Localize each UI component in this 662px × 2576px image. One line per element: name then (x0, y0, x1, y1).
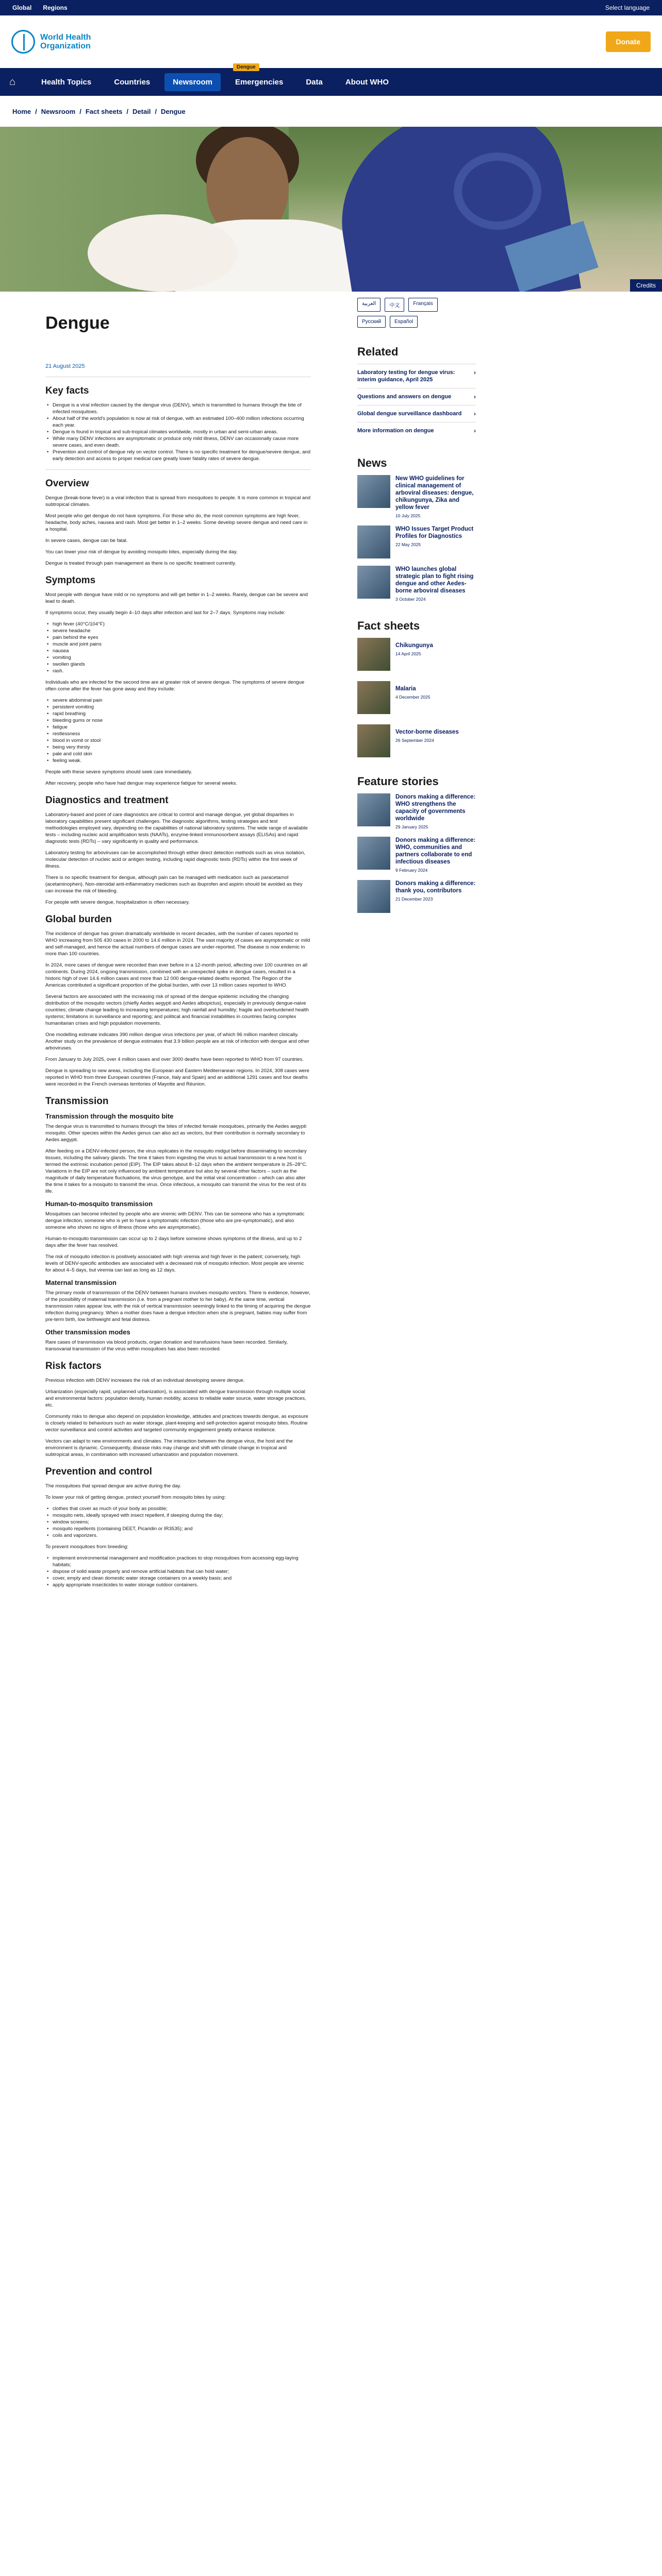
story-thumbnail (357, 880, 390, 913)
paragraph: Rare cases of transmission via blood products, organ donation and transfusions have been recorded. Similarly, transovarial transmission of the virus within mosquitoes has also been recorded. (45, 1340, 288, 1352)
protection-list (53, 1505, 311, 1539)
symptoms-heading: Symptoms (45, 575, 96, 586)
paragraph: Laboratory testing for arboviruses can be accomplished through either direct detection methods such as virus isolation, molecular detection of nucleic acid or antigen testing, including rapid diagnostic tests (RDTs) within the first week of illness. (45, 850, 305, 869)
list-item: • pale and cold skin (53, 751, 311, 757)
crumb-home[interactable]: Home (12, 107, 31, 115)
donate-button[interactable]: Donate (606, 31, 651, 52)
related-link[interactable]: More information on dengue › (357, 422, 476, 439)
paragraph: Previous infection with DENV increases the risk of an individual developing severe dengue. (45, 1378, 245, 1383)
language-switcher (357, 298, 455, 328)
nav-newsroom[interactable]: Newsroom (164, 73, 221, 91)
related-link[interactable]: Questions and answers on dengue › (357, 388, 476, 405)
article-body (45, 292, 311, 1593)
paragraph: The incidence of dengue has grown dramatically worldwide in recent decades, with the number of cases reported to WHO increasing from 505 430 cases in 2000 to 14.6 million in 2024. The vast majority of cases are asymptomatic or mild and self-managed, and hence the actual numbers of dengue cases are under-reported. The disease is now endemic in more than 100 countries. (45, 931, 310, 957)
paragraph: From January to July 2025, over 4 million cases and over 3000 deaths have been reported to WHO from 97 countries. (45, 1057, 304, 1062)
paragraph: The primary mode of transmission of the DENV between humans involves mosquito vectors. There is evidence, however, of the possibility of maternal transmission (i.e. from a pregnant mother to her baby). At the same time, vertical transmission rates appear low, with the risk of vertical transmission seemingly linked to the timing of acquiring the dengue infection during pregnancy. When a mother does have a dengue infection when she is pregnant, babies may suffer from pre-term birth, low birthweight and fetal distress. (45, 1290, 311, 1323)
paragraph: Urbanization (especially rapid, unplanned urbanization), is associated with dengue transmission through multiple social and environmental factors: population density, human mobility, access to reliable water source, water storage practices, etc. (45, 1389, 306, 1408)
nav-emergencies[interactable]: Emergencies (235, 77, 284, 87)
hero-image (0, 127, 662, 292)
fact-sheets-heading: Fact sheets (357, 619, 420, 632)
paragraph: If symptoms occur, they usually begin 4–10 days after infection and last for 2–7 days. Symptoms may include: (45, 610, 286, 616)
language-selector[interactable]: Select language (605, 4, 650, 11)
fact-sheet-card[interactable]: Chikungunya 14 April 2025 (357, 638, 476, 671)
nav-countries[interactable]: Countries (114, 77, 151, 87)
list-item: • blood in vomit or stool (53, 737, 311, 744)
list-item: • bleeding gums or nose (53, 717, 311, 724)
publish-date: 21 August 2025 (45, 363, 85, 369)
list-item: • feeling weak. (53, 757, 311, 764)
site-header (0, 15, 662, 68)
related-heading: Related (357, 345, 399, 358)
global-burden-heading: Global burden (45, 914, 112, 925)
fact-sheet-thumbnail (357, 681, 390, 714)
chevron-right-icon: › (474, 410, 476, 417)
main-nav (0, 64, 662, 96)
lang-spanish[interactable]: Español (390, 316, 418, 328)
chevron-right-icon: › (474, 369, 476, 376)
global-link[interactable]: Global (12, 4, 32, 11)
news-heading: News (357, 456, 387, 469)
story-card[interactable]: Donors making a difference: thank you, contributors 21 December 2023 (357, 880, 476, 913)
paragraph: In 2024, more cases of dengue were recorded than ever before in a 12-month period, affecting over 100 countries on all continents. During 2024, ongoing transmission, combined with an unexpected spike in dengue cases, resulted in a historic high of over 14.6 million cases and more than 12 000 dengue-related deaths reported. The Region of the Americas contributed a significant proportion of the global burden, with over 13 million cases reported to WHO. (45, 962, 308, 988)
diagnostics-heading: Diagnostics and treatment (45, 795, 169, 806)
paragraph: The risk of mosquito infection is positively associated with high viremia and high fever in the patient; conversely, high levels of DENV-specific antibodies are associated with a decreased risk of mosquito infection. Most people are viremic for about 4–5 days, but viremia can last as long as 12 days. (45, 1254, 304, 1273)
list-item: • Dengue is found in tropical and sub-tropical climates worldwide, mostly in urban and semi-urban areas. (53, 429, 311, 435)
crumb-detail[interactable]: Detail (133, 107, 151, 115)
who-emblem-icon (11, 30, 35, 54)
list-item: • vomiting (53, 654, 311, 661)
story-thumbnail (357, 793, 390, 826)
subheading: Human-to-mosquito transmission (45, 1200, 153, 1208)
paragraph: For people with severe dengue, hospitalization is often necessary. (45, 900, 190, 905)
breadcrumb: Home / Newsroom / Fact sheets / Detail / Dengue (12, 107, 186, 115)
paragraph: You can lower your risk of dengue by avoiding mosquito bites, especially during the day. (45, 549, 238, 555)
list-item: • coils and vaporizers. (53, 1532, 311, 1539)
news-card[interactable]: WHO Issues Target Product Profiles for Diagnostics 22 May 2025 (357, 526, 476, 558)
list-item: • apply appropriate insecticides to water storage outdoor containers. (53, 1582, 311, 1588)
list-item: • While many DENV infections are asymptomatic or produce only mild illness, DENV can occasionally cause more severe cases, and even death. (53, 435, 311, 449)
paragraph: One modelling estimate indicates 390 million dengue virus infections per year, of which 96 million manifest clinically. Another study on the prevalence of dengue estimates that 3.9 billion people are at risk of infection with dengue and other arboviruses. (45, 1032, 310, 1051)
chevron-right-icon: › (474, 393, 476, 400)
paragraph: After recovery, people who have had dengue may experience fatigue for several weeks. (45, 781, 238, 786)
list-item: • pain behind the eyes (53, 634, 311, 641)
list-item: • restlessness (53, 731, 311, 737)
crumb-fact-sheets[interactable]: Fact sheets (85, 107, 123, 115)
list-item: • implement environmental management and modification practices to stop mosquitoes from accessing egg-laying habitats; (53, 1555, 311, 1568)
breeding-list (53, 1555, 311, 1588)
paragraph: After feeding on a DENV-infected person, the virus replicates in the mosquito midgut before disseminating to secondary tissues, including the salivary glands. The time it takes from ingesting the virus to actual transmission to a new host is termed the extrinsic incubation period (EIP). The EIP takes about 8–12 days when the ambient temperature is 25–28°C. Variations in the EIP are not only influenced by ambient temperature but also by several other factors – such as the magnitude of daily temperature fluctuations, the virus genotype, and the initial viral concentration – which can also alter the time it takes for a mosquito to transmit the virus. Once infectious, a mosquito can transmit the virus for the rest of its life. (45, 1148, 307, 1194)
paragraph: People with these severe symptoms should seek care immediately. (45, 769, 192, 775)
paragraph: Individuals who are infected for the second time are at greater risk of severe dengue. The symptoms of severe dengue often come after the fever has gone away and they include: (45, 680, 305, 692)
feature-stories-heading: Feature stories (357, 775, 439, 788)
list-item: • mosquito nets, ideally sprayed with insect repellent, if sleeping during the day; (53, 1512, 311, 1519)
prevention-heading: Prevention and control (45, 1466, 152, 1477)
paragraph: Laboratory-based and point of care diagnostics are critical to control and manage dengue, yet global disparities in laboratory capabilities present significant challenges. The diagnostic algorithms, testing strategies and test methodologies employed vary, depending on the capabilities of national laboratory systems. The wide range of available tests – including nucleic acid amplification tests (NAATs), enzyme-linked immunosorbent assays (ELISAs) and rapid diagnostic tests (RDTs) – vary significantly in quality and performance. (45, 812, 308, 844)
page-title: Dengue (45, 313, 110, 333)
subheading: Transmission through the mosquito bite (45, 1112, 174, 1120)
paragraph: Vectors can adapt to new environments and climates. The interaction between the dengue virus, the host and the environment is dynamic. Consequently, disease risks may change and shift with climate change in tropical and subtropical areas, in combination with increased urbanization and population movement. (45, 1438, 293, 1458)
list-item: • window screens; (53, 1519, 311, 1526)
paragraph: To prevent mosquitoes from breeding: (45, 1544, 129, 1550)
overview-heading: Overview (45, 478, 89, 489)
story-card[interactable]: Donors making a difference: WHO, communities and partners collaborate to end infectious diseases 9 February 2024 (357, 837, 476, 873)
list-item: • Dengue is a viral infection caused by the dengue virus (DENV), which is transmitted to humans through the bite of infected mosquitoes. (53, 402, 311, 415)
who-logo[interactable] (11, 30, 107, 54)
crumb-newsroom[interactable]: Newsroom (41, 107, 76, 115)
transmission-heading: Transmission (45, 1096, 109, 1107)
list-item: • nausea (53, 648, 311, 654)
list-item: • persistent vomiting (53, 704, 311, 710)
news-thumbnail (357, 526, 390, 558)
list-item: • muscle and joint pains (53, 641, 311, 648)
fact-sheet-card[interactable]: Malaria 4 December 2025 (357, 681, 476, 714)
paragraph: Dengue is spreading to new areas, including the European and Eastern Mediterranean regions. In 2024, 308 cases were reported in WHO from three European countries (France, Italy and Spain) and an additional 1291 cases and four deaths were recorded in the French overseas territories of Mayotte and Réunion. (45, 1068, 309, 1087)
news-card[interactable]: New WHO guidelines for clinical management of arboviral diseases: dengue, chikungunya, Zika and yellow fever 10 July 2025 (357, 475, 476, 518)
subheading: Maternal transmission (45, 1279, 117, 1286)
list-item: • being very thirsty (53, 744, 311, 751)
fact-sheet-card[interactable]: Vector-borne diseases 26 September 2024 (357, 724, 476, 757)
fact-sheet-thumbnail (357, 724, 390, 757)
list-item: • mosquito repellents (containing DEET, Picaridin or IR3535); and (53, 1526, 311, 1532)
nav-data[interactable]: Data (306, 77, 323, 87)
related-link[interactable]: Global dengue surveillance dashboard › (357, 405, 476, 422)
paragraph: The mosquitoes that spread dengue are active during the day. (45, 1483, 181, 1489)
paragraph: Community risks to dengue also depend on population knowledge, attitudes and practices towards dengue, as exposure is closely related to behaviours such as water storage, plant-keeping and self-protection against mosquito bites. Routine vector surveillance and control activities and targeted community engagement greatly enhance resilience. (45, 1414, 308, 1433)
key-facts-heading: Key facts (45, 385, 89, 396)
list-item: • severe headache (53, 628, 311, 634)
logo-line1: World Health (40, 33, 91, 42)
nav-about-who[interactable]: About WHO (345, 77, 389, 87)
nav-health-topics[interactable]: Health Topics (41, 77, 92, 87)
news-card[interactable]: WHO launches global strategic plan to fight rising dengue and other Aedes-borne arboviral diseases 3 October 2024 (357, 566, 476, 602)
list-item: • severe abdominal pain (53, 697, 311, 704)
list-item: • clothes that cover as much of your body as possible; (53, 1505, 311, 1512)
list-item: • dispose of solid waste properly and remove artificial habitats that can hold water; (53, 1568, 311, 1575)
sidebar (357, 292, 476, 1593)
lang-arabic[interactable]: العربية (357, 298, 380, 312)
lang-chinese[interactable]: 中文 (385, 298, 404, 312)
paragraph: Most people who get dengue do not have symptoms. For those who do, the most common symptoms are high fever, headache, body aches, nausea and rash. Most get better in 1–2 weeks. Some develop severe dengue and need care in a hospital. (45, 513, 308, 532)
list-item: • high fever (40°C/104°F) (53, 621, 311, 628)
paragraph: Human-to-mosquito transmission can occur up to 2 days before someone shows symptoms of the illness, and up to 2 days after the fever has resolved. (45, 1236, 302, 1248)
paragraph: In severe cases, dengue can be fatal. (45, 538, 128, 544)
news-thumbnail (357, 475, 390, 508)
subheading: Other transmission modes (45, 1328, 130, 1336)
logo-line2: Organization (40, 42, 91, 50)
list-item: • Prevention and control of dengue rely on vector control. There is no specific treatment for dengue/severe dengue, and early detection and access to proper medical care greatly lower fatality rates of severe dengue. (53, 449, 311, 462)
list-item: • fatigue (53, 724, 311, 731)
fact-sheet-thumbnail (357, 638, 390, 671)
paragraph: Several factors are associated with the increasing risk of spread of the dengue epidemic including the changing distribution of the mosquito vectors (chiefly Aedes aegypti and Aedes albopictus), especially in previously dengue-naive countries; climate change leading to increasing temperatures; high rainfall and humidity; fragile and overburdened health systems; limitations in surveillance and reporting; and political and financial instabilities in countries facing complex humanitarian crises and high population movements. (45, 994, 309, 1026)
top-bar (0, 0, 662, 15)
paragraph: There is no specific treatment for dengue, although pain can be managed with medication such as paracetamol (acetaminophen). Non-steroidal anti-inflammatory medicines such as ibuprofen and aspirin should be avoided as they can increase the risk of bleeding. (45, 875, 303, 894)
list-item: • rash. (53, 668, 311, 674)
list-item: • swollen glands (53, 661, 311, 668)
home-icon[interactable]: ⌂ (9, 76, 16, 88)
news-thumbnail (357, 566, 390, 599)
story-thumbnail (357, 837, 390, 870)
credits-button[interactable]: Credits (630, 279, 662, 292)
list-item: • About half of the world's population is now at risk of dengue, with an estimated 100–400 million infections occurring each year. (53, 415, 311, 429)
crumb-dengue: Dengue (161, 107, 186, 115)
symptoms-list (53, 621, 311, 674)
risk-factors-heading: Risk factors (45, 1361, 102, 1371)
story-card[interactable]: Donors making a difference: WHO strengthens the capacity of governments worldwide 29 January 2025 (357, 793, 476, 829)
related-link[interactable]: Laboratory testing for dengue virus: interim guidance, April 2025 › (357, 364, 476, 388)
paragraph: Most people with dengue have mild or no symptoms and will get better in 1–2 weeks. Rarely, dengue can be severe and lead to death. (45, 592, 308, 604)
chevron-right-icon: › (474, 427, 476, 434)
paragraph: Mosquitoes can become infected by people who are viremic with DENV. This can be someone who has a symptomatic dengue infection, someone who is yet to have a symptomatic infection (those who are pre-symptomatic), and also someone who shows no signs of illness (those who are asymptomatic). (45, 1211, 305, 1230)
key-facts-list (53, 402, 311, 462)
paragraph: To lower your risk of getting dengue, protect yourself from mosquito bites by using: (45, 1495, 226, 1500)
regions-menu[interactable]: Regions (43, 4, 68, 11)
lang-russian[interactable]: Русский (357, 316, 386, 328)
list-item: • rapid breathing (53, 710, 311, 717)
paragraph: Dengue is treated through pain management as there is no specific treatment currently. (45, 561, 236, 566)
lang-french[interactable]: Français (408, 298, 437, 312)
list-item: • cover, empty and clean domestic water storage containers on a weekly basis; and (53, 1575, 311, 1582)
nav-dengue-badge: Dengue (233, 63, 259, 71)
paragraph: Dengue (break-bone fever) is a viral infection that is spread from mosquitoes to people. It is more common in tropical and subtropical climates. (45, 495, 311, 507)
paragraph: The dengue virus is transmitted to humans through the bites of infected female mosquitoes, primarily the Aedes aegypti mosquito. Other species within the Aedes genus can also act as vectors, but their contribution is normally secondary to Aedes aegypti. (45, 1124, 307, 1143)
severe-symptoms-list (53, 697, 311, 764)
